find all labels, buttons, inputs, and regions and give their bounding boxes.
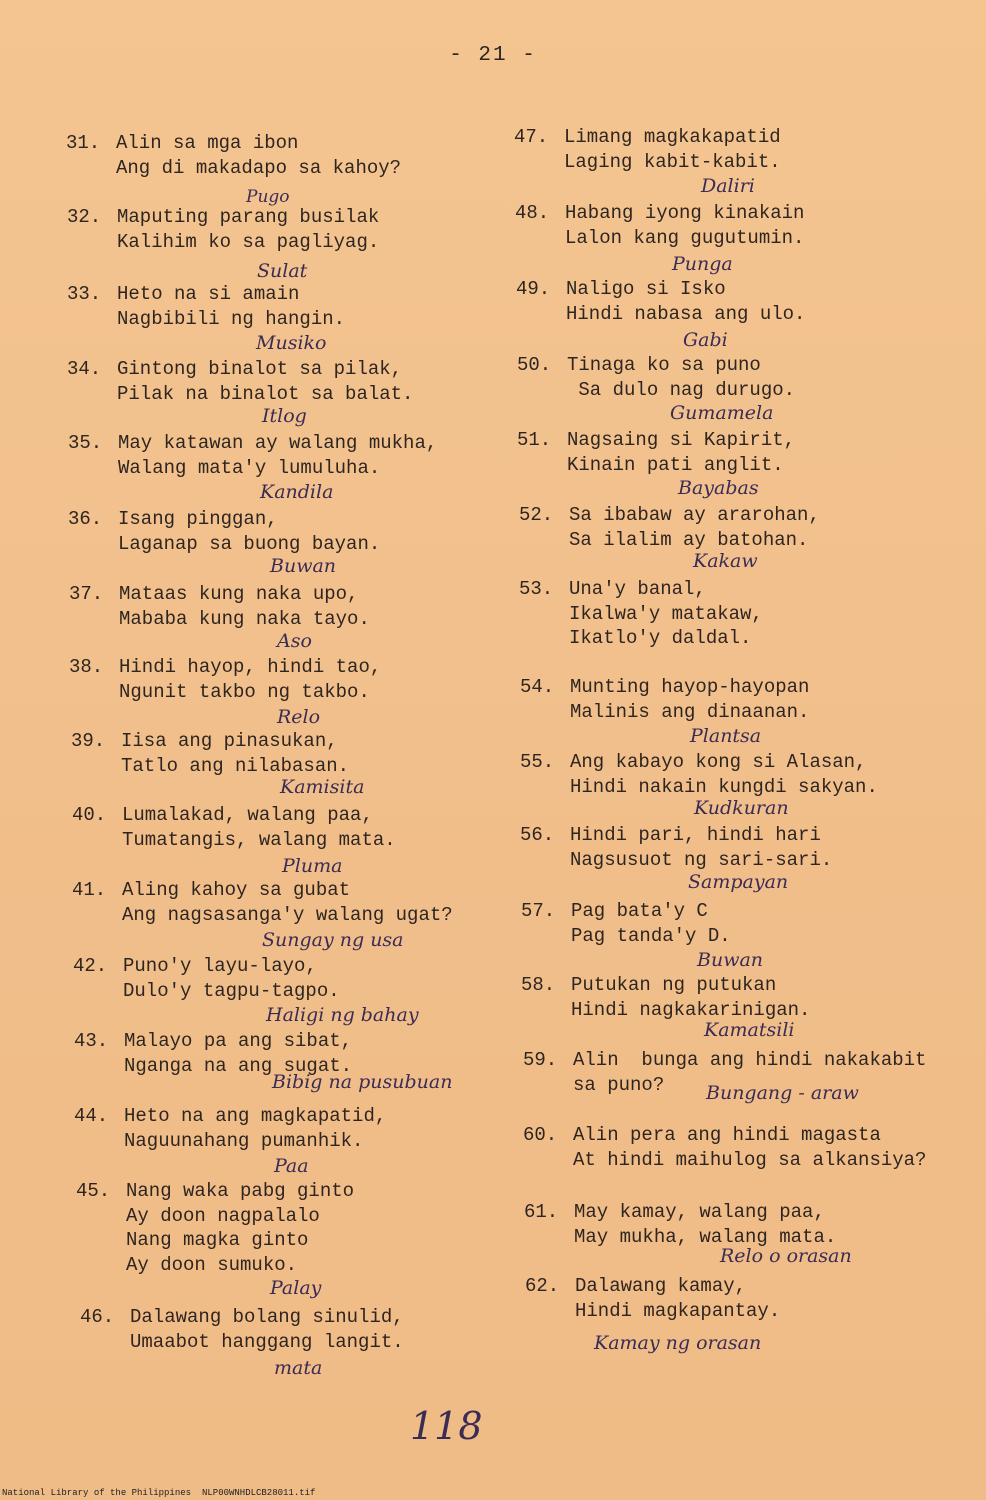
answer-54: Plantsa — [690, 725, 762, 747]
riddle-line: Munting hayop-hayopan — [570, 676, 810, 698]
answer-33: Sulat — [257, 260, 308, 282]
riddle-line: Ang kabayo kong si Alasan, — [570, 751, 867, 773]
answer-52: Kakaw — [693, 550, 758, 572]
riddle-line: Hindi pari, hindi hari — [570, 824, 821, 846]
riddle-line: Habang iyong kinakain — [565, 202, 805, 224]
answer-42: Sungay ng usa — [262, 929, 404, 951]
riddle-36 — [68, 507, 381, 556]
page-number: - 21 - — [449, 44, 537, 67]
riddle-line: Laganap sa buong bayan. — [118, 532, 381, 555]
riddle-line: Pilak na binalot sa balat. — [117, 382, 414, 405]
riddle-line: Nagbibili ng hangin. — [117, 307, 346, 330]
riddle-39 — [71, 729, 350, 778]
riddle-line: Nagsusuot ng sari-sari. — [570, 848, 833, 871]
riddle-number: 62. — [525, 1275, 560, 1297]
riddle-49 — [516, 277, 806, 326]
riddle-line: Malayo pa ang sibat, — [124, 1030, 353, 1052]
riddle-number: 52. — [519, 504, 554, 526]
riddle-61 — [524, 1200, 837, 1249]
riddle-number: 53. — [519, 578, 554, 600]
riddle-number: 48. — [515, 202, 550, 224]
riddle-line: Hindi nabasa ang ulo. — [566, 302, 806, 325]
riddle-number: 44. — [74, 1105, 109, 1127]
answer-49: Gabi — [683, 329, 728, 351]
riddle-line: Putukan ng putukan — [571, 974, 777, 996]
riddle-54 — [520, 675, 810, 724]
riddle-line: At hindi maihulog sa alkansiya? — [573, 1148, 927, 1171]
riddle-number: 39. — [71, 730, 106, 752]
answer-62: Kamay ng orasan — [594, 1332, 762, 1354]
riddle-line: Dalawang kamay, — [575, 1275, 747, 1297]
riddle-line: Sa dulo nag durugo. — [567, 378, 796, 401]
riddle-47 — [514, 125, 781, 174]
riddle-line: Puno'y layu-layo, — [123, 955, 317, 977]
riddle-number: 35. — [68, 432, 103, 454]
riddle-44 — [74, 1104, 387, 1153]
answer-35: Itlog — [262, 405, 307, 427]
riddle-40 — [72, 803, 396, 852]
answer-36: Kandila — [260, 481, 334, 503]
riddle-line: Lalon kang gugutumin. — [565, 226, 805, 249]
riddle-45 — [76, 1179, 355, 1277]
answer-51: Bayabas — [678, 477, 759, 499]
riddle-52 — [519, 503, 820, 552]
riddle-line: Nang magka ginto — [126, 1229, 309, 1251]
riddle-line: Alin sa mga ibon — [116, 132, 299, 154]
riddle-number: 46. — [80, 1306, 115, 1328]
riddle-line: Tumatangis, walang mata. — [122, 828, 396, 851]
riddle-number: 36. — [68, 508, 103, 530]
riddle-number: 51. — [517, 429, 552, 451]
answer-40: Kamisita — [280, 776, 365, 798]
riddle-38 — [69, 655, 382, 704]
riddle-line: May mukha, walang mata. — [574, 1225, 837, 1248]
riddle-line: Hindi hayop, hindi tao, — [119, 656, 382, 678]
riddle-line: Heto na si amain — [117, 283, 300, 305]
answer-45: Paa — [274, 1155, 309, 1177]
riddle-line: Naguunahang pumanhik. — [124, 1129, 364, 1152]
answer-47: Daliri — [701, 175, 755, 197]
riddle-41 — [72, 878, 453, 927]
riddle-50 — [517, 353, 796, 402]
riddle-line: Ikalwa'y matakaw, — [569, 602, 763, 625]
riddle-line: Dulo'y tagpu-tagpo. — [123, 979, 340, 1002]
riddle-line: Kinain pati anglit. — [567, 453, 784, 476]
riddle-line: Ang nagsasanga'y walang ugat? — [122, 903, 453, 926]
riddle-number: 60. — [523, 1124, 558, 1146]
answer-50: Gumamela — [670, 402, 774, 424]
riddle-line: Aling kahoy sa gubat — [122, 879, 351, 901]
riddle-number: 43. — [74, 1030, 109, 1052]
riddle-line: Nang waka pabg ginto — [126, 1180, 355, 1202]
riddle-53 — [519, 577, 763, 651]
riddle-number: 37. — [69, 583, 104, 605]
riddle-number: 31. — [66, 132, 101, 154]
answer-37: Buwan — [270, 555, 337, 577]
riddle-number: 49. — [516, 278, 551, 300]
riddle-number: 56. — [520, 824, 555, 846]
riddle-line: Kalihim ko sa pagliyag. — [117, 230, 380, 253]
riddle-42 — [73, 954, 340, 1003]
riddle-number: 55. — [520, 751, 555, 773]
riddle-number: 59. — [523, 1049, 558, 1071]
answer-46-below: mata — [274, 1357, 323, 1379]
answer-58: Kamatsili — [704, 1019, 795, 1041]
riddle-57 — [521, 899, 731, 948]
riddle-line: Hindi nakain kungdi sakyan. — [570, 775, 878, 798]
answer-38: Aso — [277, 630, 312, 652]
answer-32: Pugo — [246, 187, 290, 207]
riddle-line: Mataas kung naka upo, — [119, 583, 359, 605]
riddle-line: Heto na ang magkapatid, — [124, 1105, 387, 1127]
riddle-46 — [80, 1305, 404, 1354]
riddle-number: 33. — [67, 283, 102, 305]
riddle-number: 34. — [67, 358, 102, 380]
answer-57: Buwan — [697, 949, 764, 971]
riddle-line: Nganga na ang sugat. — [124, 1054, 353, 1077]
riddle-line: Maputing parang busilak — [117, 206, 380, 228]
riddle-number: 45. — [76, 1180, 111, 1202]
riddle-line: Ay doon sumuko. — [126, 1253, 298, 1276]
riddle-line: sa puno? — [573, 1073, 665, 1096]
riddle-line: May kamay, walang paa, — [574, 1201, 825, 1223]
riddle-line: Nagsaing si Kapirit, — [567, 429, 796, 451]
riddle-line: Umaabot hanggang langit. — [130, 1330, 404, 1353]
riddle-line: Alin pera ang hindi magasta — [573, 1124, 881, 1146]
riddle-number: 57. — [521, 900, 556, 922]
riddle-line: Naligo si Isko — [566, 278, 726, 300]
riddle-line: Hindi nagkakarinigan. — [571, 998, 811, 1021]
riddle-line: Sa ibabaw ay ararohan, — [569, 504, 820, 526]
answer-44: Bibig na pusubuan — [272, 1071, 453, 1093]
riddle-line: Isang pinggan, — [118, 508, 278, 530]
riddle-number: 61. — [524, 1201, 559, 1223]
answer-43: Haligi ng bahay — [266, 1004, 419, 1026]
answer-46: Palay — [270, 1277, 322, 1299]
riddle-51 — [517, 428, 796, 477]
riddle-line: Ikatlo'y daldal. — [569, 627, 752, 649]
riddle-line: Pag tanda'y D. — [571, 924, 731, 947]
answer-48: Punga — [672, 253, 733, 275]
riddle-number: 32. — [67, 206, 102, 228]
riddle-line: Pag bata'y C — [571, 900, 708, 922]
riddle-number: 54. — [520, 676, 555, 698]
riddle-line: Gintong binalot sa pilak, — [117, 358, 403, 380]
riddle-35 — [68, 431, 438, 480]
riddle-line: Mababa kung naka tayo. — [119, 607, 370, 630]
riddle-line: Ang di makadapo sa kahoy? — [116, 156, 402, 179]
riddle-58 — [521, 973, 811, 1022]
footer-file-id: NLP00WNHDLCB28011.tif — [202, 1488, 316, 1498]
riddle-line: Laging kabit-kabit. — [564, 150, 781, 173]
riddle-33 — [67, 282, 346, 331]
riddle-line: Sa ilalim ay batohan. — [569, 528, 809, 551]
riddle-line: Limang magkakapatid — [564, 126, 781, 148]
answer-61: Relo o orasan — [720, 1245, 852, 1267]
answer-39: Relo — [277, 706, 321, 728]
riddle-line: Malinis ang dinaanan. — [570, 700, 810, 723]
riddle-line: Iisa ang pinasukan, — [121, 730, 338, 752]
footer-institution: National Library of the Philippines — [2, 1488, 192, 1498]
riddle-number: 50. — [517, 354, 552, 376]
riddle-line: Una'y banal, — [569, 578, 706, 600]
riddle-line: Ay doon nagpalalo — [126, 1204, 320, 1227]
riddle-line: Walang mata'y lumuluha. — [118, 456, 381, 479]
riddle-55 — [520, 750, 878, 799]
riddle-32 — [67, 205, 380, 254]
handwritten-page-number: 118 — [410, 1404, 483, 1448]
riddle-62 — [525, 1274, 781, 1323]
answer-56: Sampayan — [688, 871, 789, 893]
riddle-number: 47. — [514, 126, 549, 148]
riddle-line: May katawan ay walang mukha, — [118, 432, 438, 454]
riddle-number: 42. — [73, 955, 108, 977]
riddle-line: Ngunit takbo ng takbo. — [119, 680, 370, 703]
riddle-number: 38. — [69, 656, 104, 678]
riddle-48 — [515, 201, 805, 250]
riddle-line: Lumalakad, walang paa, — [122, 804, 373, 826]
riddle-line: Dalawang bolang sinulid, — [130, 1306, 404, 1328]
riddle-line: Alin bunga ang hindi nakakabit — [573, 1049, 927, 1071]
riddle-37 — [69, 582, 370, 631]
riddle-number: 40. — [72, 804, 107, 826]
answer-34: Musiko — [256, 332, 327, 354]
answer-55: Kudkuran — [694, 797, 789, 819]
riddle-number: 41. — [72, 879, 107, 901]
riddle-line: Tinaga ko sa puno — [567, 354, 761, 376]
riddle-line: Tatlo ang nilabasan. — [121, 754, 350, 777]
riddle-number: 58. — [521, 974, 556, 996]
riddle-31 — [66, 131, 402, 180]
riddle-34 — [67, 357, 414, 406]
answer-59: Bungang - araw — [706, 1082, 859, 1104]
riddle-56 — [520, 823, 833, 872]
riddle-line: Hindi magkapantay. — [575, 1299, 781, 1322]
riddle-60 — [523, 1123, 927, 1172]
answer-41: Pluma — [282, 855, 343, 877]
